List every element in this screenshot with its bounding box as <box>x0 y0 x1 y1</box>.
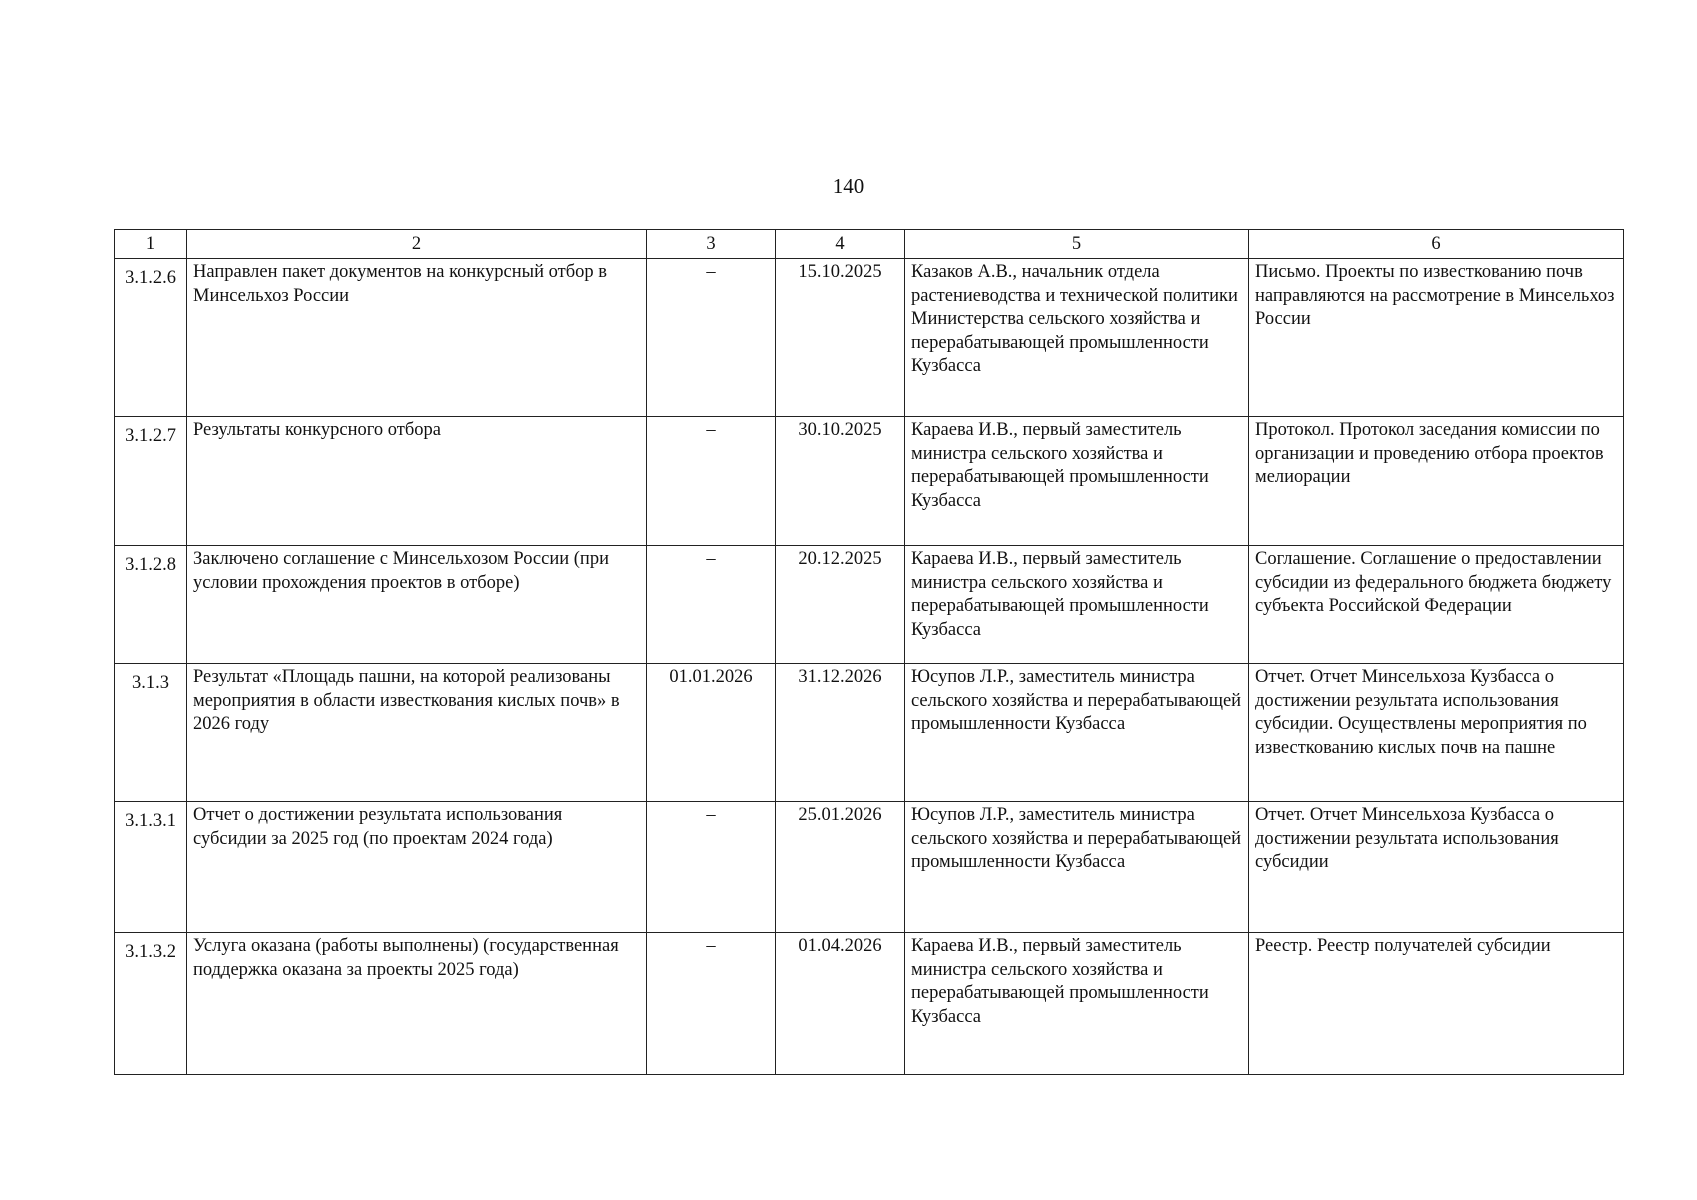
page-number: 140 <box>832 174 865 198</box>
row-result: Соглашение. Соглашение о предоставлении субсидии из федерального бюджета бюджету субъекта Российской Федерации <box>1249 546 1624 664</box>
row-start-date: – <box>647 417 776 546</box>
row-responsible: Казаков А.В., начальник отдела растениеводства и технической политики Министерства сельского хозяйства и перерабатывающей промышленности Кузбасса <box>905 259 1249 417</box>
row-name: Отчет о достижении результата использования субсидии за 2025 год (по проектам 2024 года) <box>187 802 647 933</box>
plan-table <box>114 229 1624 1075</box>
row-name: Направлен пакет документов на конкурсный отбор в Минсельхоз России <box>187 259 647 417</box>
header-cell-1: 1 <box>115 230 187 259</box>
table-row <box>115 259 1624 417</box>
header-cell-5: 5 <box>905 230 1249 259</box>
row-number: 3.1.3.2 <box>115 933 187 1075</box>
row-responsible: Караева И.В., первый заместитель министра сельского хозяйства и перерабатывающей промышленности Кузбасса <box>905 933 1249 1075</box>
row-number: 3.1.3 <box>115 664 187 802</box>
row-number: 3.1.3.1 <box>115 802 187 933</box>
row-responsible: Юсупов Л.Р., заместитель министра сельского хозяйства и перерабатывающей промышленности Кузбасса <box>905 802 1249 933</box>
row-start-date: – <box>647 259 776 417</box>
row-number: 3.1.2.8 <box>115 546 187 664</box>
row-start-date: – <box>647 546 776 664</box>
table-row <box>115 933 1624 1075</box>
row-end-date: 25.01.2026 <box>776 802 905 933</box>
row-name: Результаты конкурсного отбора <box>187 417 647 546</box>
header-cell-6: 6 <box>1249 230 1624 259</box>
row-number: 3.1.2.7 <box>115 417 187 546</box>
row-end-date: 15.10.2025 <box>776 259 905 417</box>
table-row <box>115 664 1624 802</box>
row-end-date: 01.04.2026 <box>776 933 905 1075</box>
row-start-date: 01.01.2026 <box>647 664 776 802</box>
row-responsible: Караева И.В., первый заместитель министра сельского хозяйства и перерабатывающей промышленности Кузбасса <box>905 417 1249 546</box>
row-name: Результат «Площадь пашни, на которой реализованы мероприятия в области известкования кислых почв» в 2026 году <box>187 664 647 802</box>
row-end-date: 31.12.2026 <box>776 664 905 802</box>
table-row <box>115 417 1624 546</box>
row-start-date: – <box>647 802 776 933</box>
row-start-date: – <box>647 933 776 1075</box>
header-row <box>115 230 1624 259</box>
header-cell-4: 4 <box>776 230 905 259</box>
row-end-date: 20.12.2025 <box>776 546 905 664</box>
row-result: Отчет. Отчет Минсельхоза Кузбасса о достижении результата использования субсидии. Осуществлены мероприятия по известкованию кислых почв на пашне <box>1249 664 1624 802</box>
table-row <box>115 802 1624 933</box>
row-responsible: Караева И.В., первый заместитель министра сельского хозяйства и перерабатывающей промышленности Кузбасса <box>905 546 1249 664</box>
row-responsible: Юсупов Л.Р., заместитель министра сельского хозяйства и перерабатывающей промышленности Кузбасса <box>905 664 1249 802</box>
row-result: Отчет. Отчет Минсельхоза Кузбасса о достижении результата использования субсидии <box>1249 802 1624 933</box>
row-end-date: 30.10.2025 <box>776 417 905 546</box>
table-row <box>115 546 1624 664</box>
row-name: Заключено соглашение с Минсельхозом России (при условии прохождения проектов в отборе) <box>187 546 647 664</box>
row-number: 3.1.2.6 <box>115 259 187 417</box>
header-cell-3: 3 <box>647 230 776 259</box>
row-result: Протокол. Протокол заседания комиссии по организации и проведению отбора проектов мелиорации <box>1249 417 1624 546</box>
header-cell-2: 2 <box>187 230 647 259</box>
row-name: Услуга оказана (работы выполнены) (государственная поддержка оказана за проекты 2025 года) <box>187 933 647 1075</box>
row-result: Письмо. Проекты по известкованию почв направляются на рассмотрение в Минсельхоз России <box>1249 259 1624 417</box>
row-result: Реестр. Реестр получателей субсидии <box>1249 933 1624 1075</box>
